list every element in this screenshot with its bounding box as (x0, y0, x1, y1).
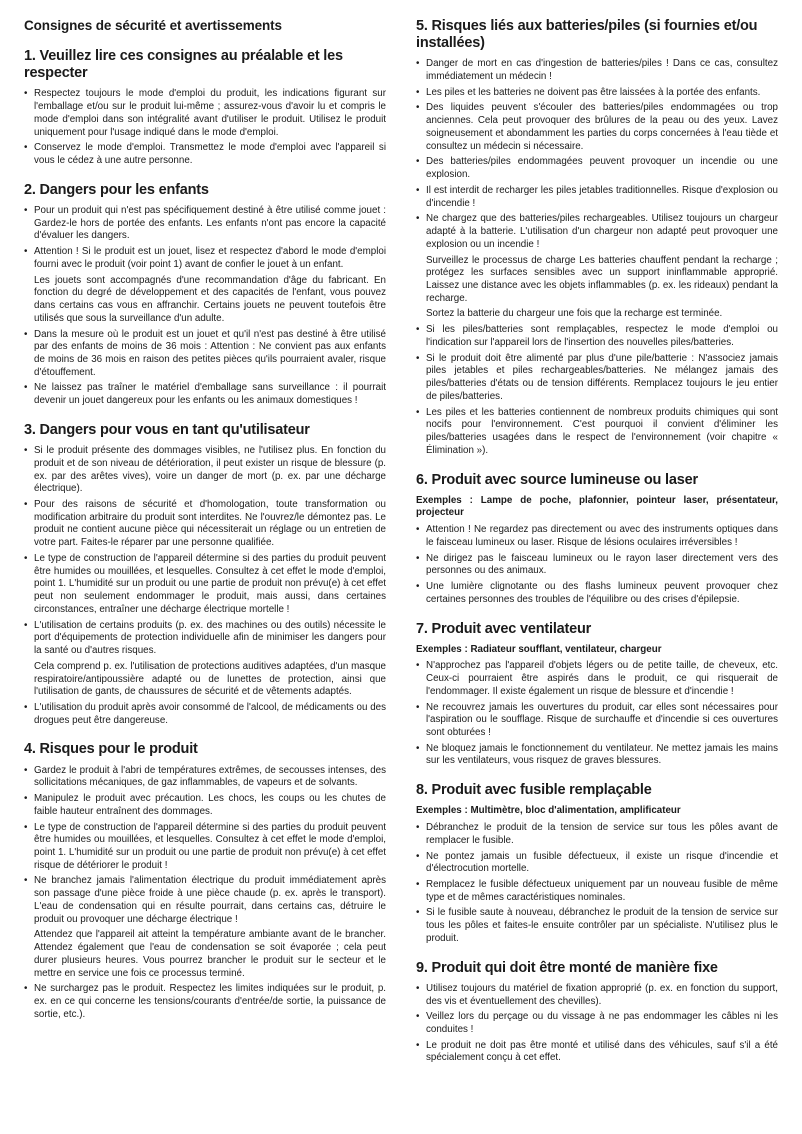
bullet-text: Conservez le mode d'emploi. Transmettez le mode d'emploi avec l'appareil si vous le cédez à une autre personne. (34, 142, 386, 167)
bullet-item (24, 382, 386, 407)
bullet-item (416, 156, 778, 181)
bullet-item (416, 879, 778, 904)
paragraph: Surveillez le processus de charge Les batteries chauffent pendant la recharge ; protégez les surfaces sensibles avec un support ininflammable approprié. Laissez une distance avec les objets inflammables (p. ex. les rideaux) pendant la recharge. (426, 254, 778, 304)
bullet-item (24, 822, 386, 873)
bullet-marker-icon: • (24, 821, 28, 833)
bullet-item (24, 142, 386, 167)
document-title: Consignes de sécurité et avertissements (24, 18, 282, 33)
bullet-item (24, 875, 386, 926)
bullet-item (416, 983, 778, 1008)
bullet-text: Ne branchez jamais l'alimentation électrique du produit immédiatement après son passage d'une pièce froide à une pièce chaude (p. ex. après le transport). L'eau de condensation qui en résulte pourrait, dans certains cas, détruire le produit ou provoquer une décharge électrique ! (34, 875, 386, 925)
bullet-text: Ne recouvrez jamais les ouvertures du produit, car elles sont nécessaires pour l'aspiration ou le soufflage. Risque de surchauffe et d'incendie si ces ouvertures sont obturées ! (426, 701, 778, 739)
bullet-marker-icon: • (416, 1039, 420, 1051)
bullet-text: Manipulez le produit avec précaution. Les chocs, les coups ou les chutes de faible hauteur entraînent des dommages. (34, 793, 386, 817)
bullet-text: Des liquides peuvent s'écouler des batteries/piles endommagées ou trop anciennes. Cela peut provoquer des brûlures de la peau ou des yeux. Lavez soigneusement et abondamment les parties du corps concernées à l'eau tiède et consultez un médecin si nécessaire. (426, 102, 778, 152)
bullet-text: Danger de mort en cas d'ingestion de batteries/piles ! Dans ce cas, consultez immédiatement un médecin ! (426, 58, 778, 82)
bullet-text: Ne bloquez jamais le fonctionnement du ventilateur. Ne mettez jamais les mains sur les ventilateurs, vous risquez de graves blessures. (426, 742, 778, 767)
bullet-marker-icon: • (416, 324, 420, 336)
bullet-text: Pour un produit qui n'est pas spécifiquement destiné à être utilisé comme jouet : Gardez-le hors de portée des enfants. Les enfants n'ont pas encore la capacité d'évaluer les dangers. (34, 204, 386, 242)
bullet-item (416, 185, 778, 210)
bullet-text: Ne chargez que des batteries/piles rechargeables. Utilisez toujours un chargeur adapté à la batterie. L'utilisation d'un chargeur non adapté peut provoquer une explosion ou un incendie ! (426, 213, 778, 250)
bullet-item (416, 524, 778, 549)
bullet-marker-icon: • (416, 552, 420, 564)
bullet-text: Le type de construction de l'appareil détermine si des parties du produit peuvent être humides ou mouillées, et lesquelles. Consultez à cet effet le mode d'emploi, point 1. L'humidité sur un produit ou une partie de produit non prévu(e) à cet effet risque de détériorer le produit ! (34, 821, 386, 871)
examples-line: Exemples : Multimètre, bloc d'alimentation, amplificateur (416, 805, 681, 817)
bullet-marker-icon: • (416, 156, 420, 168)
bullet-item (24, 445, 386, 496)
bullet-marker-icon: • (416, 982, 420, 994)
paragraph: Cela comprend p. ex. l'utilisation de protections auditives adaptées, d'un masque respiratoire/antipoussière adapté ou de lunettes de protection, ainsi que l'utilisation de gants, de chaussures de sécurité et de vêtements adaptés. (34, 660, 386, 698)
bullet-item (416, 907, 778, 945)
bullet-item (24, 983, 386, 1021)
bullet-marker-icon: • (24, 764, 28, 776)
bullet-text: Si les piles/batteries sont remplaçables, respectez le mode d'emploi ou l'indication sur l'appareil lors de l'insertion des nouvelles piles/batteries. (426, 324, 778, 348)
bullet-text: Il est interdit de recharger les piles jetables traditionnelles. Risque d'explosion ou d'incendie ! (426, 184, 778, 209)
bullet-item (24, 329, 386, 380)
bullet-text: Attention ! Si le produit est un jouet, lisez et respectez d'abord le mode d'emploi fourni avec le produit (voir point 1) avant de confier le jouet à un enfant. (34, 246, 386, 270)
bullet-marker-icon: • (24, 246, 28, 258)
bullet-item (416, 353, 778, 404)
bullet-item (24, 793, 386, 818)
bullet-text: Attention ! Ne regardez pas directement ou avec des instruments optiques dans le faisceau lumineux ou laser. Risque de lésions oculaires irréversibles ! (426, 524, 778, 548)
bullet-item (24, 499, 386, 550)
bullet-text: N'approchez pas l'appareil d'objets légers ou de petite taille, de cheveux, etc. Ceux-ci pourraient être aspirés dans le produit, ce qui risquerait de l'endommager. Il existe également un risque de blessure et d'incendie ! (426, 660, 778, 697)
bullet-text: Dans la mesure où le produit est un jouet et qu'il n'est pas destiné à être utilisé par des enfants de moins de 36 mois : Attention : Ne convient pas aux enfants de moins de 36 mois en raison des petites pièces qu'ils pourraient avaler, risque d'étouffement. (34, 328, 386, 378)
bullet-text: Débranchez le produit de la tension de service sur tous les pôles avant de remplacer le fusible. (426, 822, 778, 846)
bullet-text: Le type de construction de l'appareil détermine si des parties du produit peuvent être humides ou mouillées, et lesquelles. Consultez à cet effet le mode d'emploi, point 1. L'humidité sur un produit ou une partie de produit non prévu(e) à cet effet peut non seulement endommager le produit, mais aussi, dans certaines circonstances, entraîner une décharge électrique mortelle ! (34, 552, 386, 615)
bullet-marker-icon: • (24, 552, 28, 564)
bullet-marker-icon: • (416, 822, 420, 834)
bullet-text: Ne pontez jamais un fusible défectueux, il existe un risque d'incendie et d'électrocution mortelle. (426, 850, 778, 875)
bullet-item (416, 743, 778, 768)
paragraph: Les jouets sont accompagnés d'une recommandation d'âge du fabricant. En fonction du degré de développement et des capacités de l'enfant, vous pouvez dans certains cas vous en affranchir. Certains jouets ne peuvent toutefois être utilisés que sous la surveillance d'un adulte. (34, 274, 386, 324)
bullet-marker-icon: • (416, 102, 420, 114)
bullet-text: Remplacez le fusible défectueux uniquement par un nouveau fusible de même type et de mêmes caractéristiques nominales. (426, 879, 778, 903)
bullet-marker-icon: • (416, 742, 420, 754)
paragraph: Attendez que l'appareil ait atteint la température ambiante avant de le brancher. Attendez également que l'eau de condensation se soit évaporée ; cela peut durer plusieurs heures. Vous pourrez brancher le produit sur le secteur et le mettre en service une fois ce processus terminé. (34, 929, 386, 979)
bullet-marker-icon: • (416, 86, 420, 98)
bullet-text: Utilisez toujours du matériel de fixation approprié (p. ex. en fonction du support, des vis et éventuellement des chevilles). (426, 982, 778, 1007)
section-heading: 7. Produit avec ventilateur (416, 620, 592, 637)
bullet-marker-icon: • (24, 142, 28, 154)
bullet-marker-icon: • (416, 581, 420, 593)
bullet-item (416, 87, 778, 100)
bullet-marker-icon: • (24, 875, 28, 887)
bullet-marker-icon: • (416, 879, 420, 890)
bullet-marker-icon: • (416, 213, 420, 225)
bullet-item (416, 324, 778, 349)
bullet-item (416, 102, 778, 153)
bullet-text: Si le produit présente des dommages visibles, ne l'utilisez plus. En fonction du produit et de son niveau de détérioration, il peut exister un risque de blessure (p. ex. par des arêtes vives), voire un danger de mort (p. ex. par une décharge électrique). (34, 445, 386, 495)
bullet-marker-icon: • (416, 524, 420, 536)
section-heading: 1. Veuillez lire ces consignes au préalable et les respecter (24, 48, 343, 82)
bullet-item (416, 660, 778, 698)
bullet-item (24, 553, 386, 617)
bullet-text: Gardez le produit à l'abri de températures extrêmes, de secousses intenses, des sollicitations mécaniques, de gaz inflammables, de vapeurs et de solvants. (34, 764, 386, 789)
bullet-text: Les piles et les batteries contiennent de nombreux produits chimiques qui sont nocifs pour l'environnement. C'est pourquoi il convient d'éliminer les piles/batteries usagées dans le respect de l'environnement (voir chapitre « Élimination »). (426, 406, 778, 456)
bullet-item (416, 702, 778, 740)
bullet-marker-icon: • (416, 352, 420, 364)
bullet-marker-icon: • (24, 702, 28, 713)
bullet-item (416, 1011, 778, 1036)
examples-line: Exemples : Radiateur soufflant, ventilateur, chargeur (416, 643, 662, 655)
bullet-text: Les piles et les batteries ne doivent pas être laissées à la portée des enfants. (426, 86, 761, 98)
bullet-item (24, 765, 386, 790)
bullet-text: Ne dirigez pas le faisceau lumineux ou le rayon laser directement vers des personnes ou des animaux. (426, 552, 778, 577)
bullet-marker-icon: • (24, 445, 28, 457)
bullet-marker-icon: • (24, 983, 28, 995)
bullet-item (416, 58, 778, 83)
bullet-marker-icon: • (416, 58, 420, 70)
bullet-text: Si le produit doit être alimenté par plus d'une pile/batterie : N'associez jamais piles jetables et piles rechargeables/batteries. Ne mélangez jamais des piles/batteries d'états ou de tension différents. Remplacez toujours le jeu entier de piles/batteries. (426, 352, 778, 402)
section-heading: 6. Produit avec source lumineuse ou laser (416, 471, 698, 488)
bullet-marker-icon: • (416, 850, 420, 862)
bullet-marker-icon: • (24, 498, 28, 510)
section-heading: 8. Produit avec fusible remplaçable (416, 782, 652, 799)
section-heading: 4. Risques pour le produit (24, 741, 198, 758)
bullet-text: Si le fusible saute à nouveau, débranchez le produit de la tension de service sur tous les pôles et faites-le ensuite contrôler par un spécialiste. N'utilisez plus le produit. (426, 907, 778, 944)
bullet-item (416, 553, 778, 578)
bullet-text: Respectez toujours le mode d'emploi du produit, les indications figurant sur l'emballage et/ou sur le produit lui-même ; assurez-vous d'avoir lu et compris le mode d'emploi dans son intégralité avant d'utiliser le produit. Utilisez le produit uniquement pour l'usage indiqué dans le mode d'emploi. (34, 88, 386, 138)
bullet-item (416, 1040, 778, 1065)
section-heading: 5. Risques liés aux batteries/piles (si fournies et/ou installées) (416, 18, 758, 52)
bullet-text: Des batteries/piles endommagées peuvent provoquer un incendie ou une explosion. (426, 156, 778, 181)
bullet-marker-icon: • (24, 328, 28, 340)
bullet-marker-icon: • (416, 701, 420, 713)
bullet-marker-icon: • (416, 184, 420, 196)
bullet-text: Pour des raisons de sécurité et d'homologation, toute transformation ou modification arbitraire du produit sont interdites. Ne l'ouvrez/le démontez pas. Le produit ne contient aucune pièce qui nécessiterait un réglage ou un entretien de votre part. Faites-le réparer par une personne qualifiée. (34, 498, 386, 549)
bullet-marker-icon: • (416, 907, 420, 919)
bullet-item (416, 581, 778, 606)
bullet-marker-icon: • (416, 1011, 420, 1023)
bullet-marker-icon: • (24, 382, 28, 394)
bullet-marker-icon: • (24, 204, 28, 216)
bullet-item (416, 213, 778, 251)
examples-line: Exemples : Lampe de poche, plafonnier, pointeur laser, présentateur, projecteur (416, 494, 778, 519)
section-heading: 3. Dangers pour vous en tant qu'utilisateur (24, 421, 310, 438)
bullet-item (24, 620, 386, 658)
bullet-marker-icon: • (24, 88, 28, 100)
bullet-item (416, 822, 778, 847)
bullet-marker-icon: • (24, 793, 28, 805)
bullet-marker-icon: • (416, 660, 420, 672)
left-column (24, 18, 386, 1114)
paragraph: Sortez la batterie du chargeur une fois que la recharge est terminée. (426, 308, 723, 320)
bullet-item (416, 851, 778, 876)
section-heading: 9. Produit qui doit être monté de manière fixe (416, 959, 718, 976)
bullet-item (24, 246, 386, 271)
section-heading: 2. Dangers pour les enfants (24, 181, 209, 198)
right-column (416, 18, 778, 1114)
bullet-text: Veillez lors du perçage ou du vissage à ne pas endommager les câbles ni les conduites ! (426, 1011, 778, 1035)
bullet-marker-icon: • (24, 619, 28, 631)
bullet-text: Ne surchargez pas le produit. Respectez les limites indiquées sur le produit, p. ex. en ce qui concerne les tensions/courants d'entrée/de sortie, la puissance de sortie, etc.). (34, 983, 386, 1020)
bullet-item (24, 205, 386, 243)
bullet-text: Ne laissez pas traîner le matériel d'emballage sans surveillance : il pourrait devenir un jouet dangereux pour les enfants ou les animaux domestiques ! (34, 382, 386, 407)
bullet-text: L'utilisation du produit après avoir consommé de l'alcool, de médicaments ou des drogues peut être dangereuse. (34, 702, 386, 726)
bullet-text: Une lumière clignotante ou des flashs lumineux peuvent provoquer chez certaines personnes des troubles de l'équilibre ou des crises d'épilepsie. (426, 581, 778, 605)
bullet-item (24, 88, 386, 139)
bullet-text: Le produit ne doit pas être monté et utilisé dans des véhicules, sauf s'il a été spécialement conçu à cet effet. (426, 1039, 778, 1064)
bullet-item (416, 407, 778, 458)
bullet-text: L'utilisation de certains produits (p. ex. des machines ou des outils) nécessite le port d'équipements de protection individuelle afin de minimiser les dangers pour la santé ou d'autres risques. (34, 619, 386, 657)
bullet-item (24, 702, 386, 727)
bullet-marker-icon: • (416, 406, 420, 418)
